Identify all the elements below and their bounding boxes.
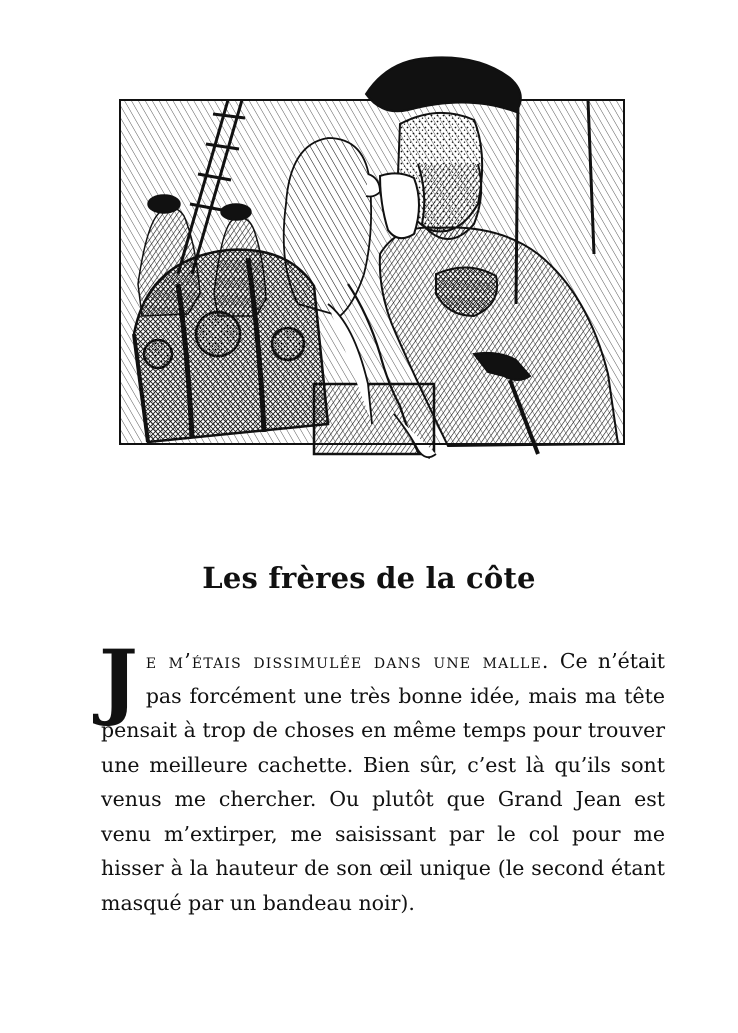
drop-cap: J xyxy=(99,633,138,729)
lead-in-smallcaps: e m’étais dissimulée dans une malle. xyxy=(145,649,550,673)
pirate-engraving xyxy=(118,54,636,480)
paragraph-text: Ce n’était pas forcément une très bonne idée, mais ma tête pensait à trop de choses en même temps pour trouver une meilleure cachette. Bien sûr, c’est là qu’ils sont venus me chercher. Ou plutôt que Grand Jean est venu m’extirper, me saisissant par le col pour me hisser à la hauteur de son œil unique (le second étant masqué par un bandeau noir). xyxy=(101,649,665,915)
chapter-illustration xyxy=(118,54,636,480)
body-paragraph xyxy=(99,633,665,920)
chapter-title: Les frères de la côte xyxy=(202,561,536,595)
